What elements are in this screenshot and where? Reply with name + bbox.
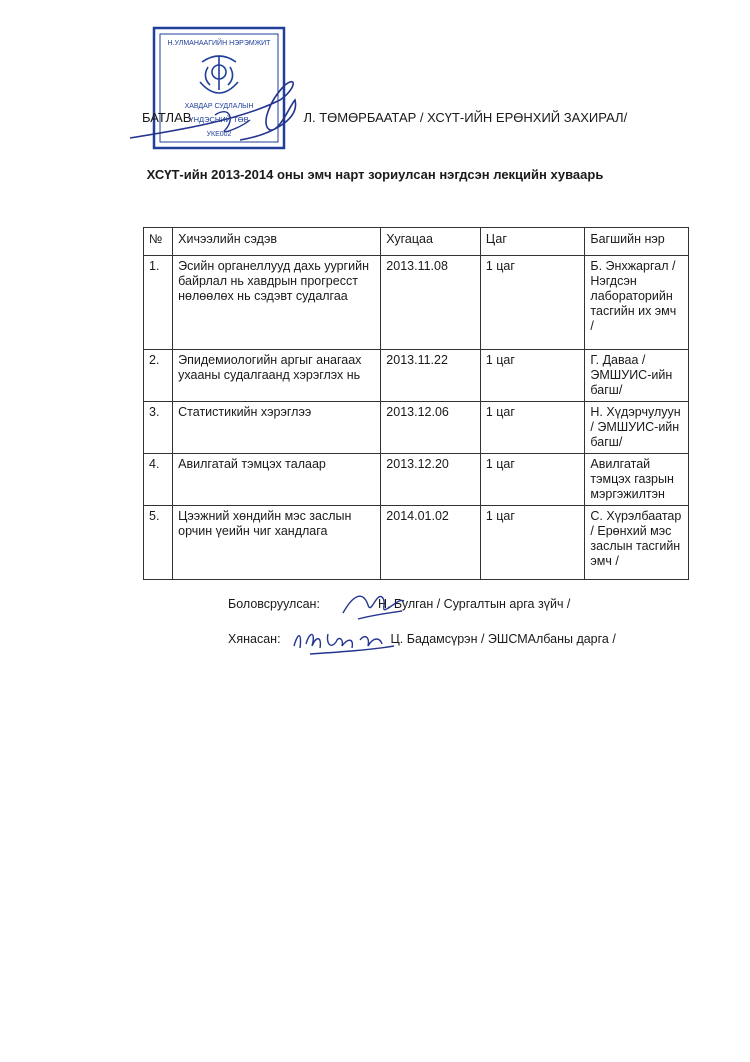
teacher-name: Б. Энхжаргал / Нэгдсэн лабораторийн тасгийн их эмч / [585, 256, 689, 350]
teacher-name: Г. Даваа / ЭМШУИС-ийн багш/ [585, 350, 689, 402]
preparer-signature [338, 585, 408, 625]
svg-text:ХАВДАР СУДЛАЛЫН: ХАВДАР СУДЛАЛЫН [184, 103, 254, 110]
document-title: ХСҮТ-ийн 2013-2014 оны эмч нарт зориулсан нэгдсэн лекцийн хуваарь [146, 167, 604, 182]
approver-name: Л. ТӨМӨРБААТАР / ХСҮТ-ИЙН ЕРӨНХИЙ ЗАХИРАЛ/ [303, 110, 628, 125]
lecture-hours: 1 цаг [480, 506, 585, 580]
teacher-name: С. Хүрэлбаатар / Ерөнхий мэс заслын тасгийн эмч / [585, 506, 689, 580]
col-header-teacher: Багшийн нэр [585, 228, 689, 256]
lecture-topic: Авилгатай тэмцэх талаар [173, 454, 381, 506]
table-row [144, 256, 689, 350]
checked-label: Хянасан: [228, 632, 281, 646]
checked-name: Ц. Бадамсүрэн / ЭШСМАлбаны дарга / [390, 632, 616, 646]
table-row [144, 454, 689, 506]
lecture-date: 2013.11.08 [381, 256, 481, 350]
row-number: 1. [144, 256, 173, 350]
prepared-name: Н. Булган / Сургалтын арга зүйч / [377, 597, 571, 611]
lecture-topic: Эсийн органеллууд дахь уургийн байрлал нь хавдрын прогресст нөлөөлөх нь сэдэвт судалгаа [173, 256, 381, 350]
lecture-hours: 1 цаг [480, 256, 585, 350]
col-header-date: Хугацаа [381, 228, 481, 256]
row-number: 2. [144, 350, 173, 402]
table-header-row [144, 228, 689, 256]
svg-text:УКЕ002: УКЕ002 [206, 131, 232, 138]
teacher-name: Н. Хүдэрчулуун / ЭМШУИС-ийн багш/ [585, 402, 689, 454]
row-number: 3. [144, 402, 173, 454]
checked-by-line [228, 632, 616, 646]
lecture-hours: 1 цаг [480, 454, 585, 506]
lecture-topic: Статистикийн хэрэглээ [173, 402, 381, 454]
row-number: 5. [144, 506, 173, 580]
schedule-table [143, 227, 689, 580]
col-header-topic: Хичээлийн сэдэв [173, 228, 381, 256]
table-row [144, 402, 689, 454]
lecture-date: 2014.01.02 [381, 506, 481, 580]
approver-signature [120, 60, 320, 155]
row-number: 4. [144, 454, 173, 506]
lecture-date: 2013.12.06 [381, 402, 481, 454]
table-row [144, 350, 689, 402]
svg-text:Н.УЛМАНААГИЙН НЭРЭМЖИТ: Н.УЛМАНААГИЙН НЭРЭМЖИТ [167, 40, 271, 47]
lecture-hours: 1 цаг [480, 402, 585, 454]
lecture-date: 2013.12.20 [381, 454, 481, 506]
col-header-hours: Цаг [480, 228, 585, 256]
lecture-date: 2013.11.22 [381, 350, 481, 402]
checker-signature [290, 622, 398, 658]
lecture-topic: Цээжний хөндийн мэс заслын орчин үеийн чиг хандлага [173, 506, 381, 580]
lecture-hours: 1 цаг [480, 350, 585, 402]
approval-line [142, 110, 627, 125]
approve-label: БАТЛАВ [142, 110, 192, 125]
prepared-label: Боловсруулсан: [228, 597, 320, 611]
teacher-name: Авилгатай тэмцэх газрын мэргэжилтэн [585, 454, 689, 506]
lecture-topic: Эпидемиологийн аргыг анагаах ухааны судалгаанд хэрэглэх нь [173, 350, 381, 402]
svg-text:ҮНДЭСНИЙ ТӨВ: ҮНДЭСНИЙ ТӨВ [189, 115, 249, 124]
table-row [144, 506, 689, 580]
col-header-no: № [144, 228, 173, 256]
